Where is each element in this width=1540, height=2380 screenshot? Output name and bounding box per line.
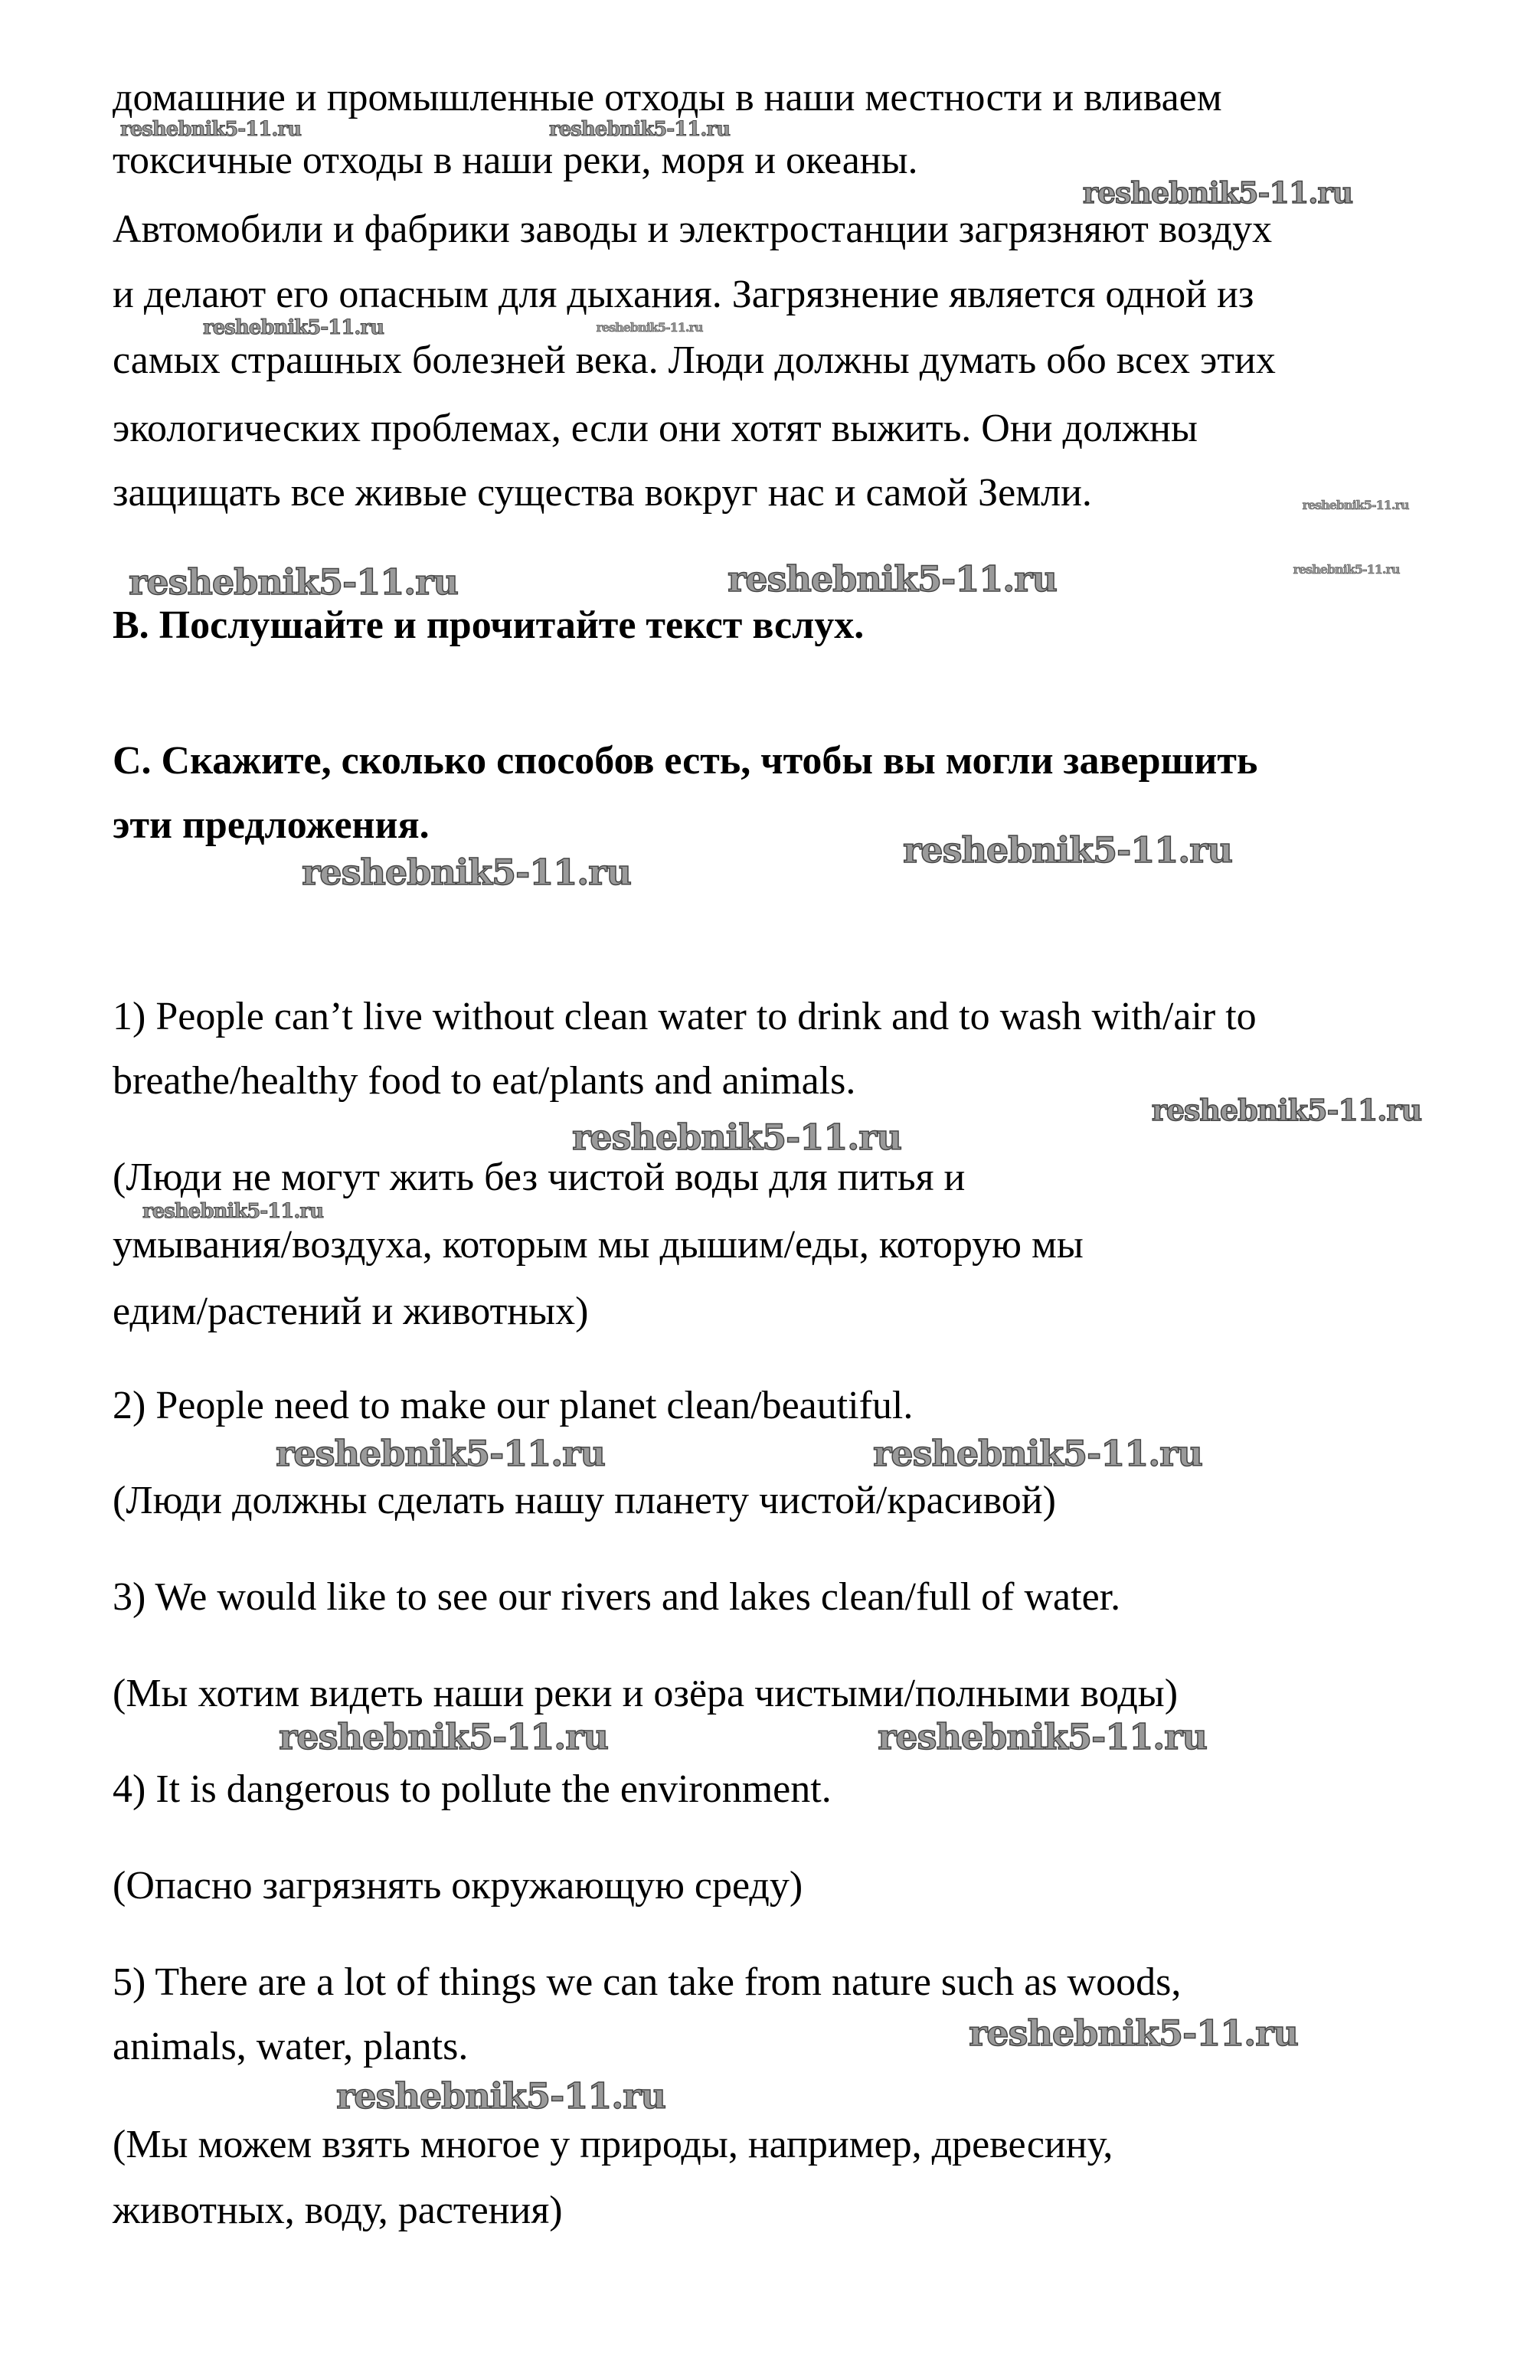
answer-4-ru: (Опасно загрязнять окружающую среду) bbox=[113, 1864, 803, 1908]
answer-5-en: 5) There are a lot of things we can take from nature such as woods, bbox=[113, 1960, 1182, 2004]
watermark: reshebnik5-11.ru bbox=[276, 1433, 605, 1474]
section-b-heading: B. Послушайте и прочитайте текст вслух. bbox=[113, 603, 865, 647]
watermark: reshebnik5-11.ru bbox=[279, 1716, 608, 1757]
answer-1-ru: едим/растений и животных) bbox=[113, 1290, 589, 1333]
answer-2-ru: (Люди должны сделать нашу планету чистой/красивой) bbox=[113, 1479, 1056, 1522]
watermark: reshebnik5-11.ru bbox=[129, 561, 458, 603]
watermark: reshebnik5-11.ru bbox=[1082, 175, 1353, 210]
answer-5-en: animals, water, plants. bbox=[113, 2025, 469, 2068]
watermark: reshebnik5-11.ru bbox=[596, 320, 703, 335]
watermark: reshebnik5-11.ru bbox=[1293, 562, 1400, 577]
text-line: экологических проблемах, если они хотят выжить. Они должны bbox=[113, 407, 1198, 450]
watermark: reshebnik5-11.ru bbox=[969, 2012, 1298, 2054]
answer-3-ru: (Мы хотим видеть наши реки и озёра чистыми/полными воды) bbox=[113, 1672, 1179, 1715]
watermark: reshebnik5-11.ru bbox=[142, 1200, 324, 1223]
text-line: домашние и промышленные отходы в наши местности и вливаем bbox=[113, 76, 1222, 119]
answer-1-ru: (Люди не могут жить без чистой воды для питья и bbox=[113, 1156, 966, 1199]
text-line: самых страшных болезней века. Люди должны думать обо всех этих bbox=[113, 338, 1276, 382]
watermark: reshebnik5-11.ru bbox=[548, 118, 731, 141]
watermark: reshebnik5-11.ru bbox=[202, 316, 384, 339]
watermark: reshebnik5-11.ru bbox=[572, 1116, 901, 1158]
text-line: Автомобили и фабрики заводы и электростанции загрязняют воздух bbox=[113, 208, 1273, 251]
watermark: reshebnik5-11.ru bbox=[873, 1433, 1202, 1474]
answer-1-en: 1) People can’t live without clean water to drink and to wash with/air to bbox=[113, 995, 1257, 1038]
answer-3-en: 3) We would like to see our rivers and lakes clean/full of water. bbox=[113, 1575, 1121, 1619]
answer-1-ru: умывания/воздуха, которым мы дышим/еды, которую мы bbox=[113, 1223, 1084, 1267]
watermark: reshebnik5-11.ru bbox=[119, 118, 302, 141]
answer-5-ru: (Мы можем взять многое у природы, например, древесину, bbox=[113, 2123, 1113, 2166]
answer-1-en: breathe/healthy food to eat/plants and animals. bbox=[113, 1059, 856, 1103]
watermark: reshebnik5-11.ru bbox=[903, 829, 1232, 871]
answer-2-en: 2) People need to make our planet clean/beautiful. bbox=[113, 1384, 914, 1427]
watermark: reshebnik5-11.ru bbox=[1302, 498, 1409, 512]
watermark: reshebnik5-11.ru bbox=[727, 558, 1057, 600]
watermark: reshebnik5-11.ru bbox=[302, 852, 631, 893]
watermark: reshebnik5-11.ru bbox=[878, 1716, 1207, 1757]
answer-5-ru: животных, воду, растения) bbox=[113, 2189, 563, 2232]
section-c-heading: C. Скажите, сколько способов есть, чтобы вы могли завершить bbox=[113, 739, 1258, 783]
answer-4-en: 4) It is dangerous to pollute the environment. bbox=[113, 1767, 832, 1811]
text-line: и делают его опасным для дыхания. Загрязнение является одной из bbox=[113, 273, 1254, 316]
watermark: reshebnik5-11.ru bbox=[336, 2075, 665, 2117]
text-line: защищать все живые существа вокруг нас и самой Земли. bbox=[113, 471, 1092, 515]
text-line: токсичные отходы в наши реки, моря и океаны. bbox=[113, 139, 918, 182]
watermark: reshebnik5-11.ru bbox=[1151, 1093, 1422, 1127]
section-c-heading: эти предложения. bbox=[113, 803, 430, 847]
